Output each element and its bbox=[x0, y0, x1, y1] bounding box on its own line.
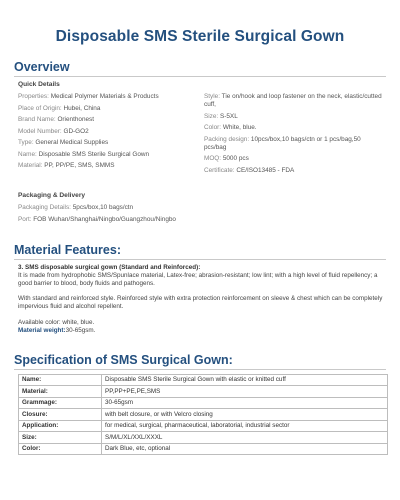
packaging-section bbox=[14, 192, 386, 227]
detail-value: S-5XL bbox=[219, 112, 238, 120]
spec-value: with belt closure, or with Velcro closing bbox=[102, 409, 388, 421]
packaging-list-wrap bbox=[14, 204, 386, 227]
features-paragraph-2: With standard and reinforced style. Reinforced style with extra protection reinforcement on sleeve & chest which can be completely impervious fluid and alcohol repellent. bbox=[18, 295, 383, 311]
detail-key: Type: bbox=[18, 139, 36, 146]
packaging-list bbox=[18, 204, 382, 227]
features-paragraph-1 bbox=[18, 264, 386, 287]
spec-value: PP,PP+PE,PE,SMS bbox=[102, 386, 388, 398]
features-p1-title: 3. SMS disposable surgical gown (Standard and Reinforced): bbox=[18, 264, 201, 271]
detail-value: GD-GO2 bbox=[63, 127, 89, 135]
packaging-item bbox=[18, 216, 382, 224]
packaging-key: Port: bbox=[18, 215, 34, 223]
packaging-item bbox=[18, 204, 382, 212]
detail-value: White, blue. bbox=[222, 124, 257, 131]
detail-value: General Medical Supplies bbox=[35, 139, 109, 146]
packaging-value: 5pcs/box,10 bags/ctn bbox=[72, 204, 134, 211]
detail-item bbox=[204, 167, 382, 175]
overview-heading: Overview bbox=[14, 60, 386, 77]
detail-key: Size: bbox=[204, 112, 220, 120]
spec-value: Disposable SMS Sterile Surgical Gown with elastic or knitted cuff bbox=[102, 374, 388, 386]
detail-value: Hubei, China bbox=[63, 104, 101, 112]
spec-value: Dark Blue, etc, optional bbox=[102, 443, 388, 455]
spec-label: Application: bbox=[19, 420, 102, 432]
detail-item bbox=[204, 155, 382, 163]
detail-value: 5000 pcs bbox=[222, 155, 249, 162]
detail-value: Disposable SMS Sterile Surgical Gown bbox=[38, 150, 150, 158]
packaging-value: FOB Wuhan/Shanghai/Ningbo/Guangzhou/Ningbo bbox=[33, 215, 176, 223]
table-row bbox=[19, 432, 388, 444]
detail-item bbox=[18, 105, 196, 113]
quick-details-grid bbox=[14, 93, 386, 178]
material-features-section bbox=[14, 243, 386, 335]
detail-value: PP, PP/PE, SMS, SMMS bbox=[44, 162, 115, 169]
detail-key: Color: bbox=[204, 124, 223, 131]
detail-item bbox=[18, 116, 196, 124]
table-row bbox=[19, 374, 388, 386]
detail-item bbox=[204, 93, 382, 109]
detail-item bbox=[18, 162, 196, 170]
detail-value: 10pcs/box,10 bags/ctn or 1 pcs/bag,50 pcs/bag bbox=[204, 135, 361, 151]
quick-details-right bbox=[196, 93, 382, 178]
detail-key: Style: bbox=[204, 93, 222, 100]
detail-key: Properties: bbox=[18, 93, 51, 100]
detail-item bbox=[18, 139, 196, 147]
spec-value: for medical, surgical, pharmaceutical, laboratorial, industrial sector bbox=[102, 420, 388, 432]
spec-label: Grammage: bbox=[19, 397, 102, 409]
detail-item bbox=[204, 113, 382, 121]
spec-label: Closure: bbox=[19, 409, 102, 421]
spec-table bbox=[18, 374, 388, 456]
spec-label: Size: bbox=[19, 432, 102, 444]
weight-value: 30-65gsm. bbox=[65, 326, 96, 334]
detail-key: Material: bbox=[18, 162, 45, 169]
detail-value: Medical Polymer Materials & Products bbox=[50, 93, 159, 100]
detail-value: Orienthonest bbox=[57, 116, 95, 123]
page-title: Disposable SMS Sterile Surgical Gown bbox=[55, 28, 345, 45]
table-row bbox=[19, 397, 388, 409]
detail-key: Brand Name: bbox=[18, 116, 58, 123]
features-paragraph-3 bbox=[18, 319, 386, 335]
table-row bbox=[19, 386, 388, 398]
detail-key: Model Number: bbox=[18, 127, 64, 135]
table-row bbox=[19, 409, 388, 421]
detail-key: MOQ: bbox=[204, 155, 223, 162]
features-p1-text: It is made from hydrophobic SMS/Spunlace material, Latex-free; abrasion-resistant; low lint; with a high level of fluid repellency; a good barrier to blood, body fluids and pathogens. bbox=[18, 271, 378, 287]
available-color: Available color: white, blue. bbox=[18, 318, 95, 326]
spec-label: Material: bbox=[19, 386, 102, 398]
spec-label: Color: bbox=[19, 443, 102, 455]
quick-details-left bbox=[18, 93, 196, 178]
spec-label: Name: bbox=[19, 374, 102, 386]
detail-key: Certificate: bbox=[204, 166, 237, 174]
weight-label: Material weight: bbox=[18, 326, 66, 334]
spec-value: 30-65gsm bbox=[102, 397, 388, 409]
detail-item bbox=[18, 128, 196, 136]
detail-value: Tie on/hook and loop fastener on the neck, elastic/cutted cuff, bbox=[204, 93, 382, 108]
detail-key: Name: bbox=[18, 150, 39, 158]
features-heading: Material Features: bbox=[14, 243, 386, 260]
detail-key: Place of Origin: bbox=[18, 104, 64, 112]
spec-heading: Specification of SMS Surgical Gown: bbox=[14, 353, 386, 370]
detail-key: Packing design: bbox=[204, 135, 251, 143]
detail-value: CE/ISO13485 - FDA bbox=[236, 166, 295, 174]
spec-value: S/M/L/XL/XXL/XXXL bbox=[102, 432, 388, 444]
quick-details-label: Quick Details bbox=[18, 81, 60, 88]
table-row bbox=[19, 420, 388, 432]
detail-item bbox=[204, 124, 382, 132]
detail-item bbox=[204, 136, 382, 152]
detail-item bbox=[18, 151, 196, 159]
packaging-label: Packaging & Delivery bbox=[18, 192, 86, 199]
detail-item bbox=[18, 93, 196, 101]
table-row bbox=[19, 443, 388, 455]
spec-section bbox=[14, 353, 386, 456]
packaging-key: Packaging Details: bbox=[18, 204, 73, 211]
